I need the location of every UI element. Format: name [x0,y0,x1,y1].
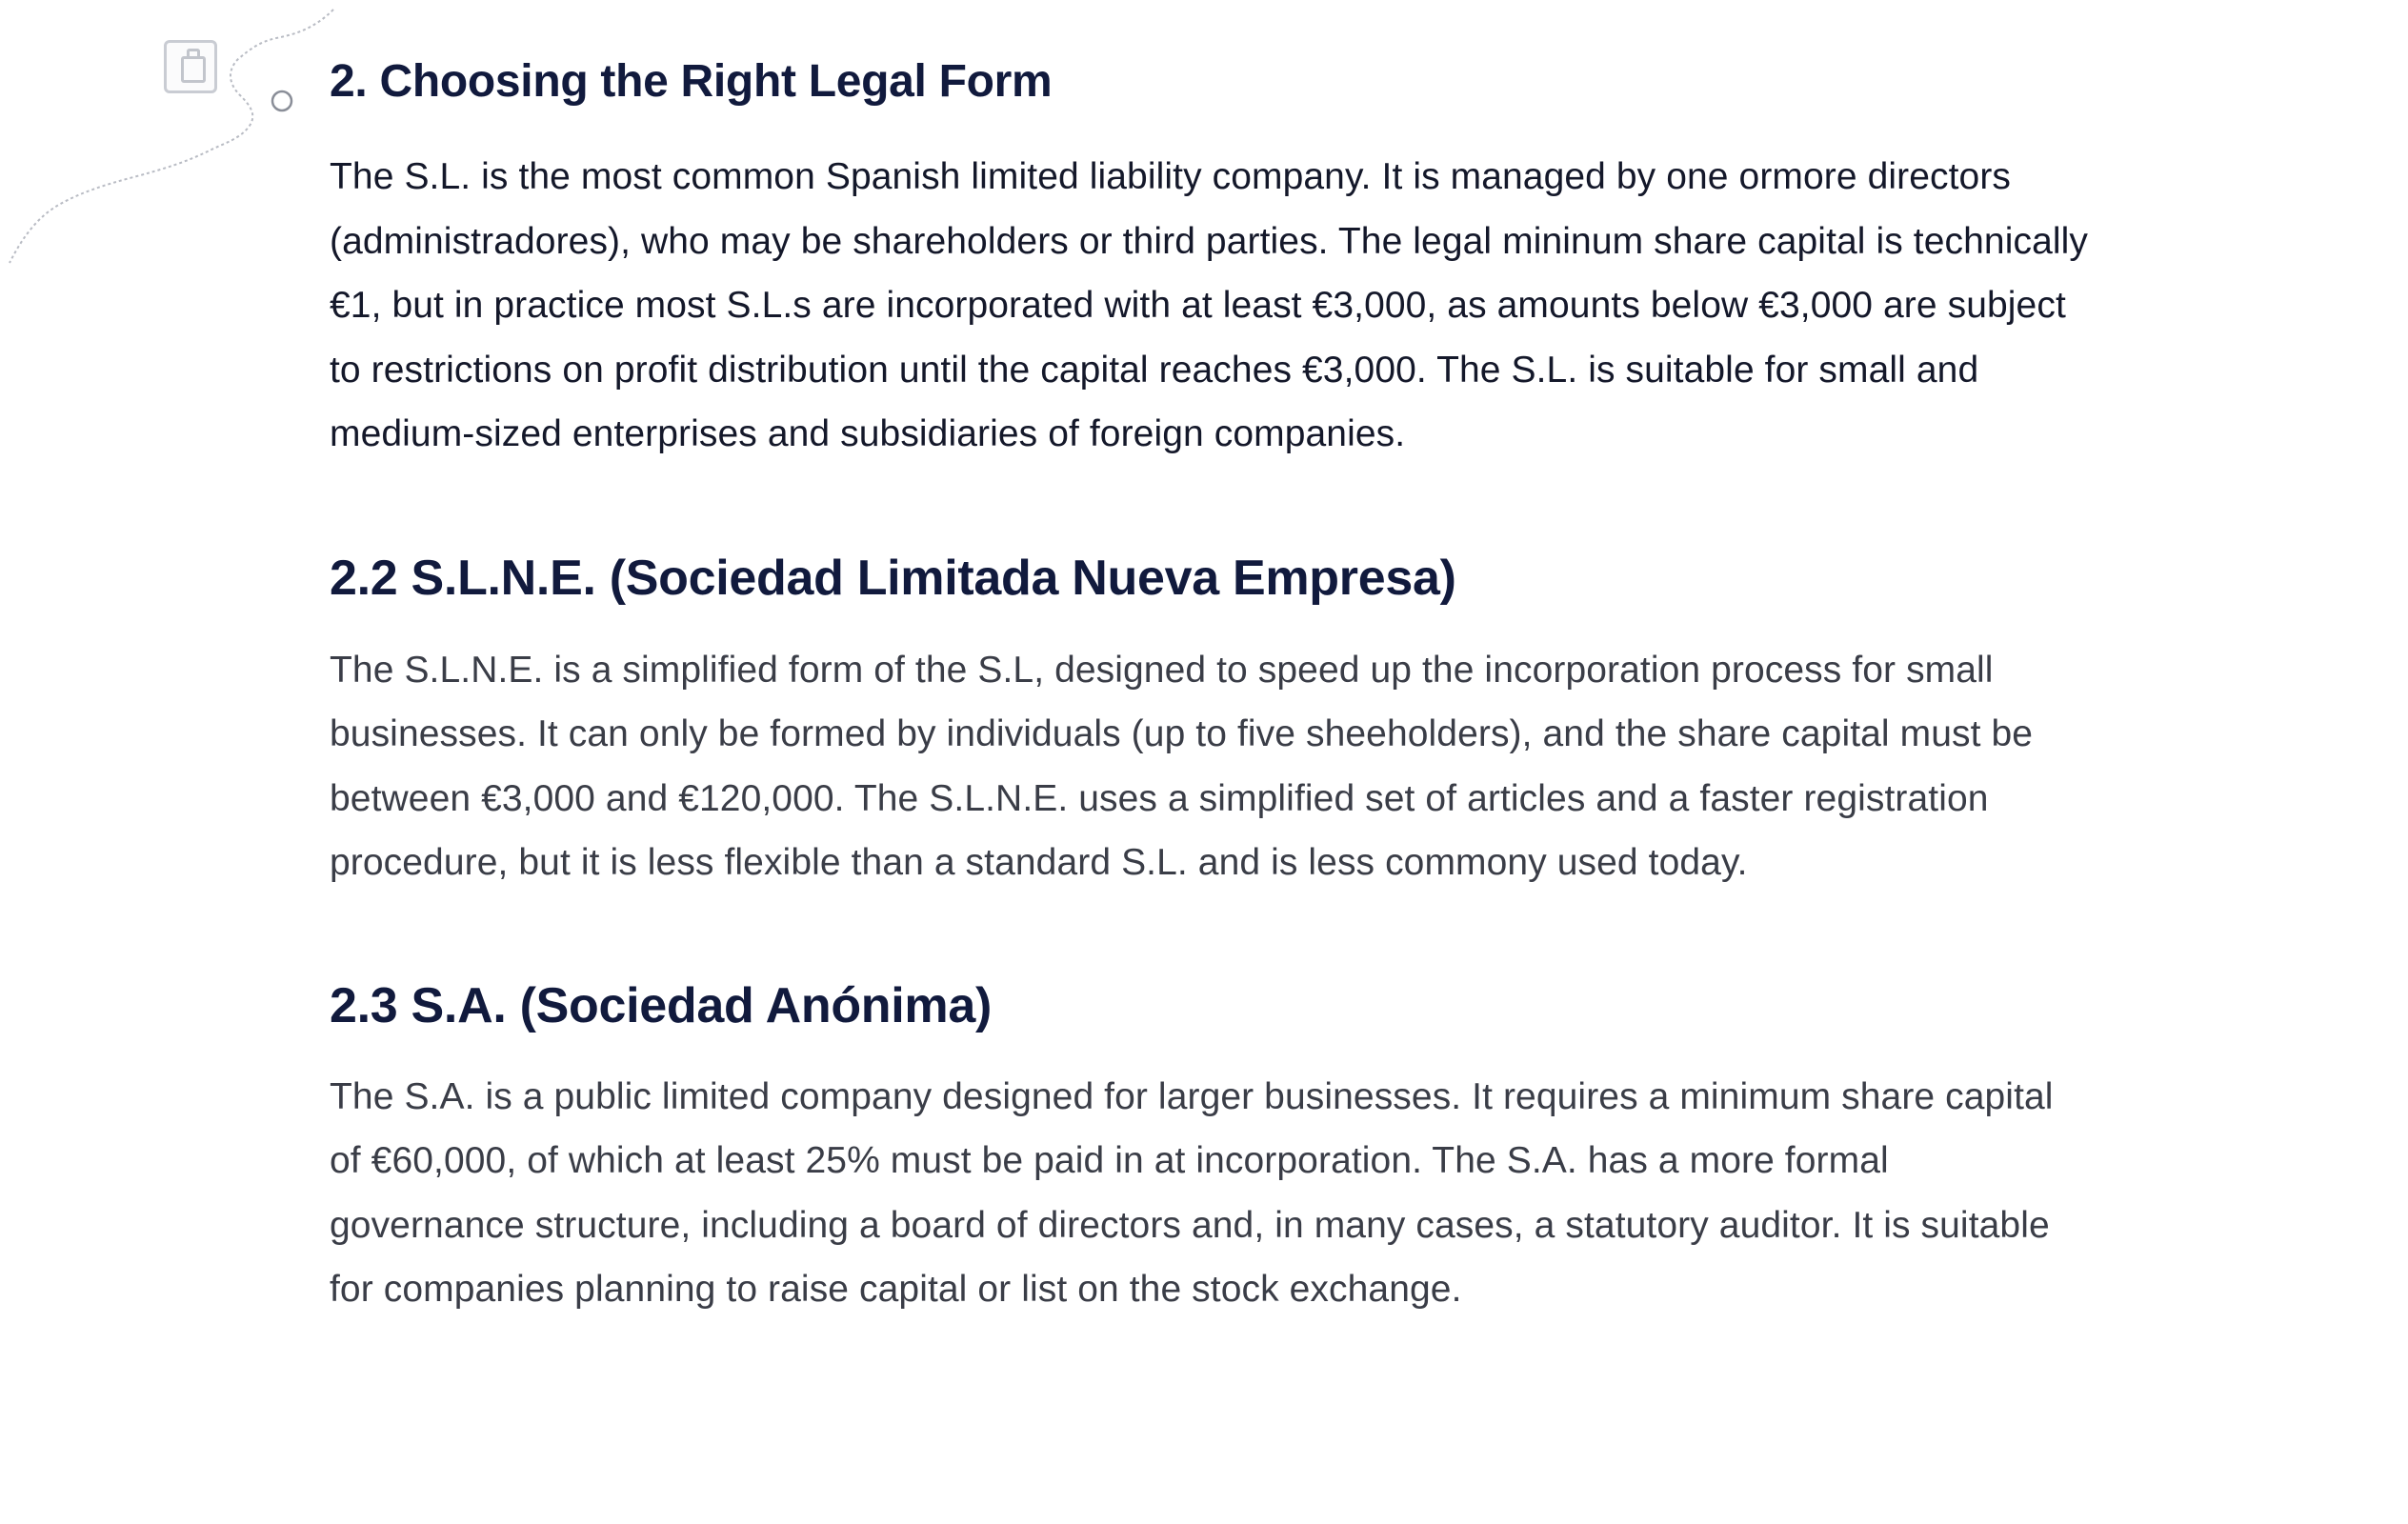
section-heading: 2. Choosing the Right Legal Form [330,56,1053,107]
section-heading: 2.3 S.A. (Sociedad Anónima) [330,977,992,1033]
section-legal-form [330,50,2092,467]
section-paragraph: The S.A. is a public limited company designed for larger businesses. It requires a minimum share capital of €60,000, of which at least 25% must be paid in at incorporation. The S.A. has a more formal governance structure, including a board of directors and, in many cases, a statutory auditor. It is suitable for companies planning to raise capital or list on the stock exchange. [330,1075,2054,1310]
section-slne [330,546,2092,895]
section-heading: 2.2 S.L.N.E. (Sociedad Limitada Nueva Empresa) [330,550,1456,606]
section-paragraph: The S.L.N.E. is a simplified form of the S.L, designed to speed up the incorporation process for small businesses. It can only be formed by individuals (up to five sheeholders), and the share capital must be between €3,000 and €120,000. The S.L.N.E. uses a simplified set of articles and a faster registration procedure, but it is less flexible than a standard S.L. and is less commony used today. [330,649,2034,883]
clipboard-icon[interactable] [164,40,217,93]
section-paragraph: The S.L. is the most common Spanish limited liability company. It is managed by one ormore directors (administradores), who may be shareholders or third parties. The legal mininum share capital is technically €1, but in practice most S.L.s are incorporated with at least €3,000, as amounts below €3,000 are subject to restrictions on profit distribution until the capital reaches €3,000. The S.L. is suitable for small and medium-sized enterprises and subsidiaries of foreign companies. [330,156,2088,454]
section-sa [330,973,2092,1322]
document-body [330,50,2092,1322]
